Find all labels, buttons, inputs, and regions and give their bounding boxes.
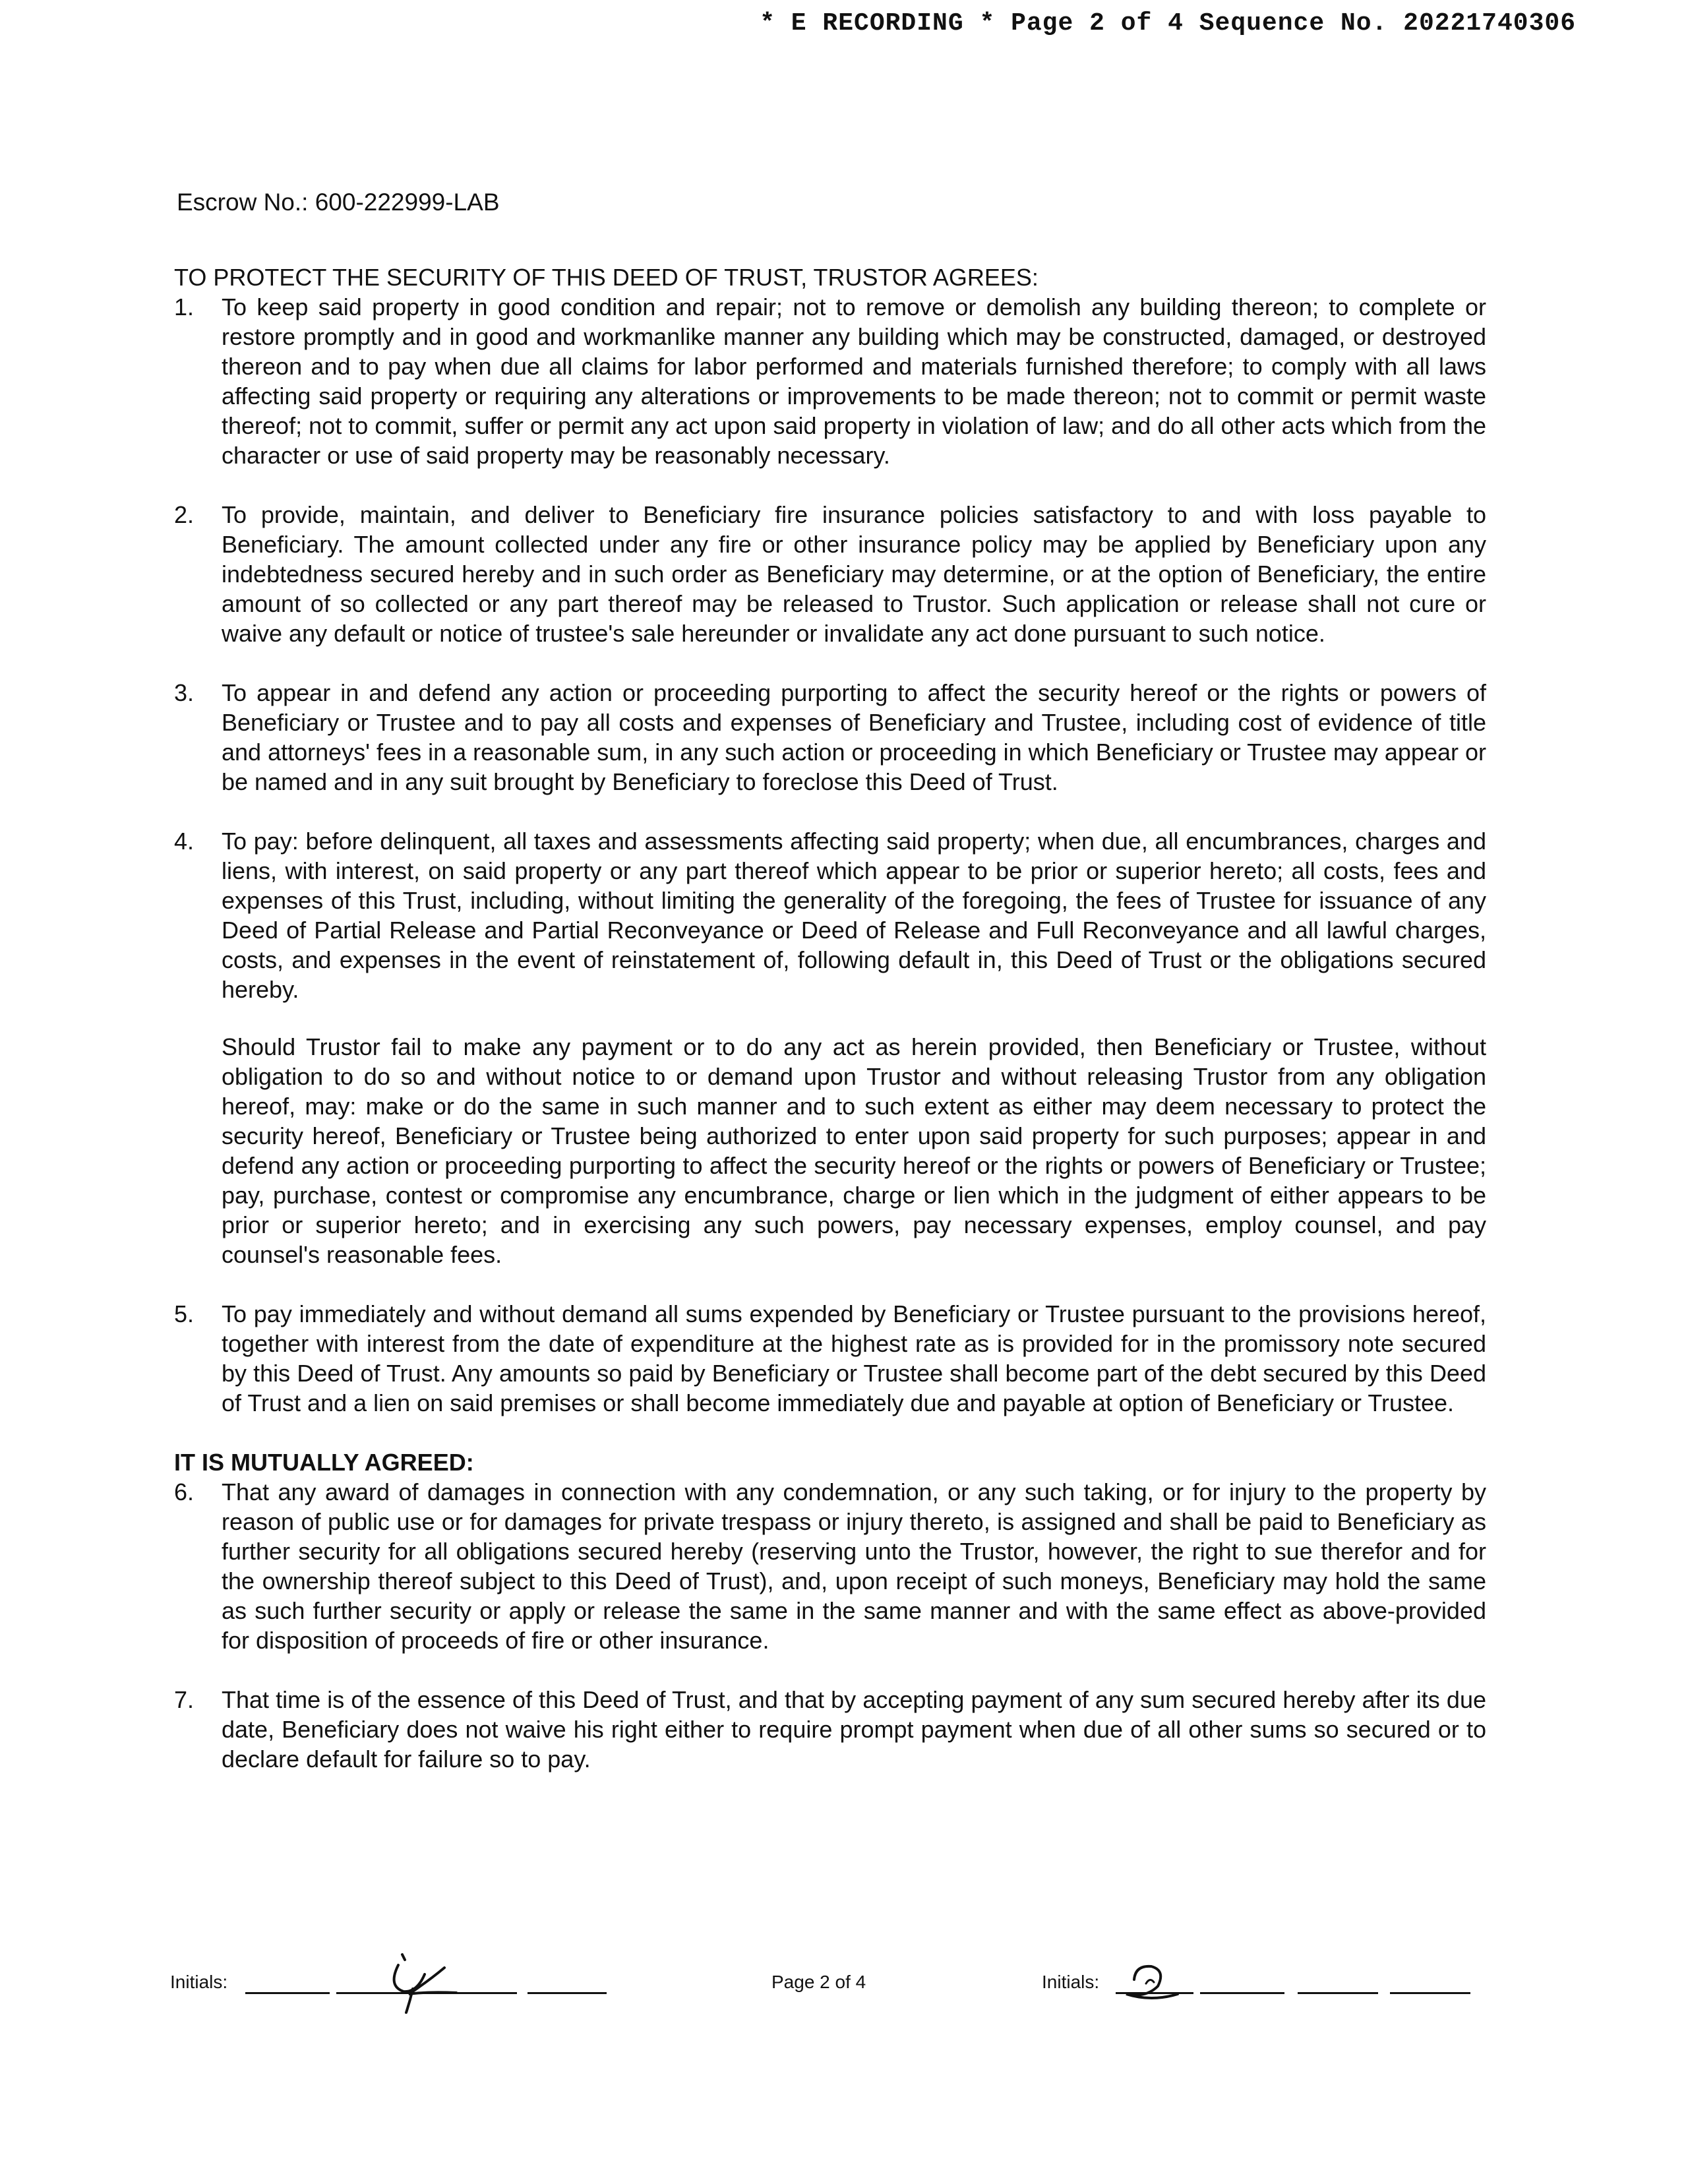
section-heading-mutually-agreed: IT IS MUTUALLY AGREED: [174, 1449, 474, 1476]
clause-text: To pay immediately and without demand all sums expended by Beneficiary or Trustee pursuant to the provisions hereof, together with interest from the date of expenditure at the highest rate as is provided for in the promissory note secured by this Deed of Trust. Any amounts so paid by Beneficiary or Trustee shall become part of the debt secured by this Deed of Trust and a lien on said premises or shall become immediately due and payable at option of Beneficiary or Trustee. [222, 1300, 1486, 1416]
clause-text: To pay: before delinquent, all taxes and assessments affecting said property; when due, all encumbrances, charges and liens, with interest, on said property or any part thereof which appear to be prior or superior hereto; all costs, fees and expenses of this Trust, including, without limiting the generality of the foregoing, the fees of Trustee for issuance of any Deed of Partial Release and Partial Reconveyance or Deed of Release and Full Reconveyance and all lawful charges, costs, and expenses in the event of reinstatement of, following default in, this Deed of Trust or the obligations secured hereby. [222, 828, 1486, 1003]
recording-stamp: * E RECORDING * Page 2 of 4 Sequence No. 20221740306 [760, 9, 1576, 38]
initials-line [1390, 1992, 1470, 1994]
initials-label-left: Initials: [170, 1972, 228, 1992]
initials-line [245, 1992, 330, 1994]
section-heading-trustor-agrees: TO PROTECT THE SECURITY OF THIS DEED OF TRUST, TRUSTOR AGREES: [174, 264, 1039, 291]
clause-text: To provide, maintain, and deliver to Beneficiary fire insurance policies satisfactory to and with loss payable to Beneficiary. The amount collected under any fire or other insurance policy may be applied by Beneficiary upon any indebtedness secured hereby and in such order as Beneficiary may determine, or at the option of Beneficiary, the entire amount of so collected or any part thereof may be released to Trustor. Such application or release shall not cure or waive any default or notice of trustee's sale hereunder or invalidate any act done pursuant to such notice. [222, 501, 1486, 647]
clause-1 [174, 292, 1486, 470]
clause-number: 3. [174, 679, 195, 706]
clause-text: To appear in and defend any action or proceeding purporting to affect the security hereof or the rights or powers of Beneficiary or Trustee and to pay all costs and expenses of Beneficiary and Trustee, including cost of evidence of title and attorneys' fees in a reasonable sum, in any such action or proceeding in which Beneficiary or Trustee may appear or be named and in any suit brought by Beneficiary to foreclose this Deed of Trust. [222, 679, 1486, 795]
initials-line [528, 1992, 607, 1994]
initials-line [1200, 1992, 1284, 1994]
document-body [174, 262, 1486, 1774]
initials-label-right: Initials: [1042, 1972, 1100, 1992]
clause-number: 4. [174, 828, 195, 855]
clause-5 [174, 1299, 1486, 1418]
escrow-number: Escrow No.: 600-222999-LAB [177, 189, 500, 216]
clause-number: 1. [174, 293, 195, 320]
clause-6 [174, 1477, 1486, 1655]
clause-7 [174, 1685, 1486, 1774]
clause-text: That any award of damages in connection with any condemnation, or any such taking, or for injury to the property by reason of public use or for damages for private trespass or injury thereto, is assigned and shall be paid to Beneficiary as further security for all obligations secured hereby (reserving unto the Trustor, however, the right to sue therefor and for the ownership thereof subject to this Deed of Trust), and, upon receipt of such moneys, Beneficiary may hold the same as such further security or apply or release the same in the same manner and with the same effect as above-provided for disposition of proceeds of fire or other insurance. [222, 1478, 1486, 1654]
clause-number: 2. [174, 501, 195, 528]
clause-4 [174, 826, 1486, 1004]
page-number: Page 2 of 4 [771, 1972, 866, 1992]
clause-number: 5. [174, 1300, 195, 1327]
clause-text: To keep said property in good condition and repair; not to remove or demolish any building thereon; to complete or restore promptly and in good and workmanlike manner any building which may be constructed, damaged, or destroyed thereon and to pay when due all claims for labor performed and materials furnished therefore; to comply with all laws affecting said property or requiring any alterations or improvements to be made thereon; not to commit or permit waste thereof; not to commit, suffer or permit any act upon said property in violation of law; and do all other acts which from the character or use of said property may be reasonably necessary. [222, 293, 1486, 469]
initials-signature-left [368, 1945, 487, 2018]
clause-number: 7. [174, 1686, 195, 1713]
clause-4-subparagraph: Should Trustor fail to make any payment or to do any act as herein provided, then Beneficiary or Trustee, without obligation to do so and without notice to or demand upon Trustor and without releasing Trustor from any obligation hereof, may: make or do the same in such manner and to such extent as either may deem necessary to protect the security hereof, Beneficiary or Trustee being authorized to enter upon said property for such purposes; appear in and defend any action or proceeding purporting to affect the security hereof or the rights or powers of Beneficiary or Trustee; pay, purchase, contest or compromise any encumbrance, charge or lien which in the judgment of either appears to be prior or superior hereto; and in exercising any such powers, pay necessary expenses, employ counsel, and pay counsel's reasonable fees. [222, 1033, 1486, 1268]
page-footer [170, 1945, 1489, 2018]
initials-line [1298, 1992, 1378, 1994]
clause-number: 6. [174, 1478, 195, 1505]
initials-signature-right [1112, 1945, 1204, 2018]
clause-3 [174, 678, 1486, 797]
clause-text: That time is of the essence of this Deed of Trust, and that by accepting payment of any sum secured hereby after its due date, Beneficiary does not waive his right either to require prompt payment when due of all other sums so secured or to declare default for failure so to pay. [222, 1686, 1486, 1773]
clause-2 [174, 500, 1486, 648]
